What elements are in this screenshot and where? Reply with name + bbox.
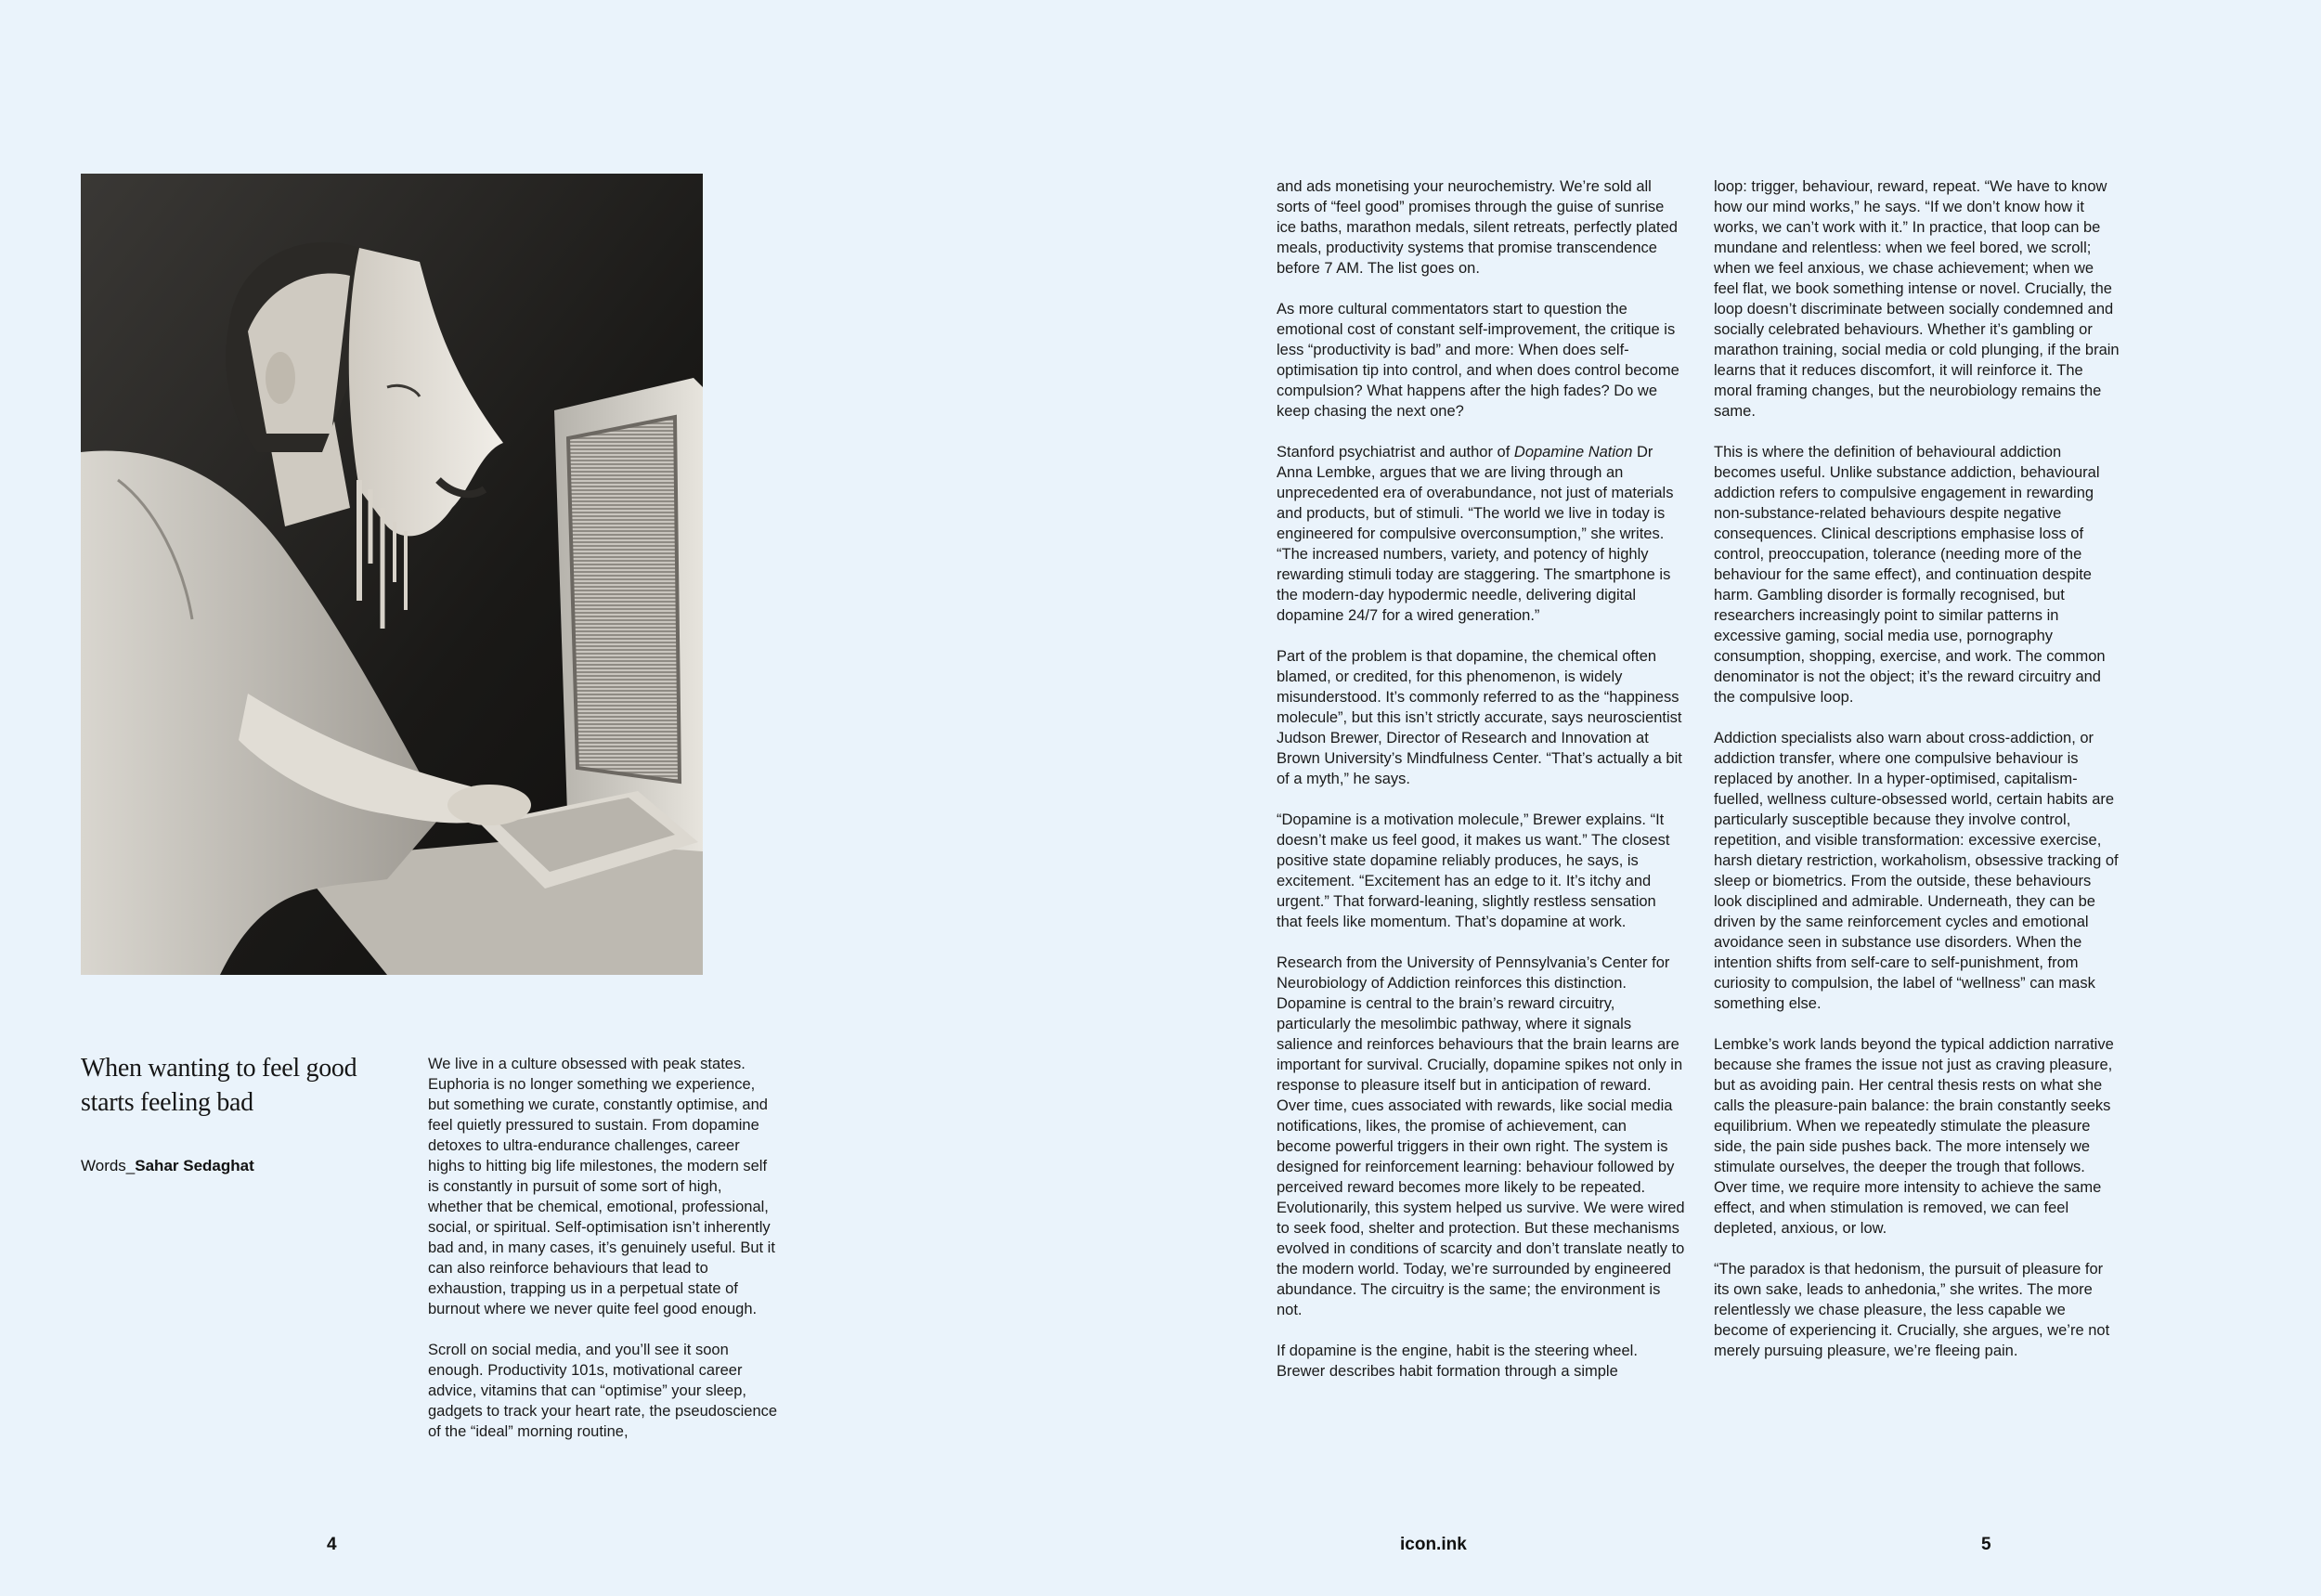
paragraph: Addiction specialists also warn about cross-addiction, or addiction transfer, where one compulsive behaviour is replaced by another. In a hyper-optimised, capitalism-fuelled, wellness culture-obsessed world, certain habits are particularly susceptible because they involve control, repetition, and visible transformation: excessive exercise, harsh dietary restriction, workaholism, obsessive tracking of sleep or biometrics. From the outside, these behaviours look disciplined and admirable. Underneath, they can be driven by the same reinforcement cycles and emotional avoidance seen in substance use disorders. When the intention shifts from self-care to self-punishment, from curiosity to compulsion, the label of “wellness” can mask something else. bbox=[1714, 730, 2119, 1012]
photo-illustration-icon bbox=[81, 174, 703, 975]
page-number-right: 5 bbox=[1981, 1535, 1991, 1554]
paragraph: Part of the problem is that dopamine, the chemical often blamed, or credited, for this phenomenon, is widely misunderstood. It’s commonly referred to as the “happiness molecule”, but this isn’t strictly accurate, says neuroscientist Judson Brewer, Director of Research and Innovation at Brown University’s Mindfulness Center. “That’s actually a bit of a myth,” he says. bbox=[1277, 648, 1682, 787]
paragraph: Research from the University of Pennsylvania’s Center for Neurobiology of Addiction reinforces this distinction. Dopamine is central to the brain’s reward circuitry, particularly the mesolimbic pathway, where it signals salience and reinforces behaviours that the brain learns are important for survival. Crucially, dopamine spikes not only in response to pleasure itself but in anticipation of reward. Over time, cues associated with rewards, like social media notifications, likes, the promise of achievement, can become powerful triggers in their own right. The system is designed for reinforcement learning: behaviour followed by perceived reward becomes more likely to be repeated. Evolutionarily, this system helped us survive. We were wired to seek food, shelter and protection. But these mechanisms evolved in conditions of scarcity and don’t translate neatly to the modern world. Today, we’re surrounded by engineered abundance. The circuitry is the same; the environment is not. bbox=[1277, 954, 1685, 1318]
byline bbox=[81, 1155, 254, 1177]
paragraph: This is where the definition of behavioural addiction becomes useful. Unlike substance addiction, behavioural addiction refers to compulsive engagement in rewarding non-substance-related behaviours despite negative consequences. Clinical descriptions emphasise loss of control, preoccupation, tolerance (needing more of the behaviour for the same effect), and continuation despite harm. Gambling disorder is formally recognised, but researchers increasingly point to similar patterns in excessive gaming, social media use, pornography consumption, shopping, exercise, and work. The common denominator is not the object; it’s the reward circuitry and the compulsive loop. bbox=[1714, 444, 2106, 706]
article-photo bbox=[81, 174, 703, 975]
body-column-2 bbox=[1277, 176, 1685, 1382]
paragraph: loop: trigger, behaviour, reward, repeat. “We have to know how our mind works,” he says. “If we don’t know how it works, we can’t work with it.” In practice, that loop can be mundane and relentless: when we feel bored, we scroll; when we feel anxious, we chase achievement; when we feel flat, we book something intense or novel. Crucially, the loop doesn’t discriminate between socially condemned and socially celebrated behaviours. Whether it’s gambling or marathon training, social media or cold plunging, if the brain learns that it reduces discomfort, it will reinforce it. The moral framing changes, but the neurobiology remains the same. bbox=[1714, 178, 2120, 420]
paragraph: If dopamine is the engine, habit is the steering wheel. Brewer describes habit formation through a simple bbox=[1277, 1343, 1638, 1380]
paragraph: Scroll on social media, and you’ll see it soon enough. Productivity 101s, motivational career advice, vitamins that can “optimise” your sleep, gadgets to track your heart rate, the pseudoscience of the “ideal” morning routine, bbox=[428, 1342, 778, 1440]
paragraph: Stanford psychiatrist and author of Dopamine Nation Dr Anna Lembke, argues that we are living through an unprecedented era of overabundance, not just of materials and products, but of stimuli. “The world we live in today is engineered for compulsive overconsumption,” she writes. “The increased numbers, variety, and potency of highly rewarding stimuli today are staggering. The smartphone is the modern-day hypodermic needle, delivering digital dopamine 24/7 for a wired generation.” bbox=[1277, 444, 1674, 624]
article-title: When wanting to feel good starts feeling bad bbox=[81, 1054, 357, 1117]
paragraph: We live in a culture obsessed with peak states. Euphoria is no longer something we experience, but something we curate, constantly optimise, and feel quietly pressured to sustain. From dopamine detoxes to ultra-endurance challenges, career highs to hitting big life milestones, the modern self is constantly in pursuit of some sort of high, whether that be chemical, emotional, professional, social, or spiritual. Self-optimisation isn’t inherently bad and, in many cases, it’s genuinely useful. But it can also reinforce behaviours that lead to exhaustion, trapping us in a perpetual state of burnout where we never quite feel good enough. bbox=[428, 1056, 775, 1317]
body-column-3 bbox=[1714, 176, 2122, 1361]
site-url: icon.ink bbox=[1400, 1535, 1467, 1554]
author-name: Sahar Sedaghat bbox=[135, 1157, 254, 1174]
paragraph: Lembke’s work lands beyond the typical addiction narrative because she frames the issue not just as craving pleasure, but as avoiding pain. Her central thesis rests on what she calls the pleasure-pain balance: the brain constantly seeks equilibrium. When we repeatedly stimulate the pleasure side, the pain side pushes back. The more intensely we stimulate ourselves, the deeper the trough that follows. Over time, we require more intensity to achieve the same effect, and when stimulation is removed, we can feel depleted, anxious, or low. bbox=[1714, 1036, 2114, 1237]
page-number-left: 4 bbox=[327, 1535, 337, 1554]
paragraph: “Dopamine is a motivation molecule,” Brewer explains. “It doesn’t make us feel good, it makes us want.” The closest positive state dopamine reliably produces, he says, is excitement. “Excitement has an edge to it. It’s itchy and urgent.” That forward-leaning, slightly restless sensation that feels like momentum. That’s dopamine at work. bbox=[1277, 811, 1670, 930]
book-title: Dopamine Nation bbox=[1513, 444, 1633, 461]
paragraph: As more cultural commentators start to question the emotional cost of constant self-improvement, the critique is less “productivity is bad” and more: When does self-optimisation tip into control, and when does control become compulsion? What happens after the high fades? Do we keep chasing the next one? bbox=[1277, 301, 1679, 420]
paragraph: and ads monetising your neurochemistry. We’re sold all sorts of “feel good” promises through the guise of sunrise ice baths, marathon medals, silent retreats, perfectly plated meals, productivity systems that promise transcendence before 7 AM. The list goes on. bbox=[1277, 178, 1678, 277]
paragraph: “The paradox is that hedonism, the pursuit of pleasure for its own sake, leads to anhedonia,” she writes. The more relentlessly we chase pleasure, the less capable we become of experiencing it. Crucially, she argues, we’re not merely pursuing pleasure, we’re fleeing pain. bbox=[1714, 1261, 2110, 1359]
byline-prefix: Words_ bbox=[81, 1157, 136, 1174]
body-column-1 bbox=[428, 1054, 779, 1442]
